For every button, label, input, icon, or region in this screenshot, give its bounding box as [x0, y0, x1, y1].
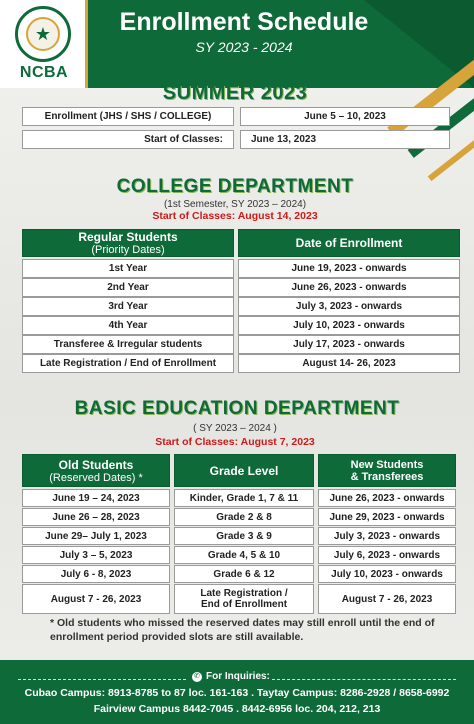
footer-contact-line-2: Fairview Campus 8442-7045 . 8442-6956 loc. 204, 212, 213	[93, 703, 381, 715]
basic-start: Start of Classes: August 7, 2023	[155, 436, 315, 448]
basic-row-grade: Grade 3 & 9	[174, 527, 314, 545]
page-subtitle: SY 2023 - 2024	[195, 39, 293, 55]
logo-text: NCBA	[19, 64, 69, 81]
basic-row-old: August 7 - 26, 2023	[22, 584, 170, 614]
basic-subtitle: ( SY 2023 – 2024 )	[193, 423, 277, 434]
footnote: * Old students who missed the reserved dates may still enroll until the end of enrollment period provided slots are still available.	[50, 617, 435, 643]
footer-contact-line-1: Cubao Campus: 8913-8785 to 87 loc. 161-163 . Taytay Campus: 8286-2928 / 8658-6992	[24, 687, 450, 699]
basic-header-grade: Grade Level	[174, 454, 314, 487]
college-row-label: 3rd Year	[22, 297, 234, 316]
summer-title: SUMMER 2023	[162, 82, 308, 104]
divider	[272, 679, 456, 680]
college-row-date: July 3, 2023 - onwards	[238, 297, 460, 316]
logo-block	[0, 0, 88, 88]
college-row-label: Transferee & Irregular students	[22, 335, 234, 354]
college-row-label: Late Registration / End of Enrollment	[22, 354, 234, 373]
basic-row-old: July 3 – 5, 2023	[22, 546, 170, 564]
page-title: Enrollment Schedule	[119, 8, 369, 36]
college-row-date: June 26, 2023 - onwards	[238, 278, 460, 297]
basic-row-new: June 29, 2023 - onwards	[318, 508, 456, 526]
summer-start-label: Start of Classes:	[22, 130, 234, 149]
college-row-date: August 14- 26, 2023	[238, 354, 460, 373]
summer-start-date: June 13, 2023	[240, 130, 450, 149]
basic-row-new: August 7 - 26, 2023	[318, 584, 456, 614]
basic-row-old: June 29– July 1, 2023	[22, 527, 170, 545]
college-row-label: 2nd Year	[22, 278, 234, 297]
basic-row-grade: Grade 2 & 8	[174, 508, 314, 526]
basic-header-old: Old Students (Reserved Dates) *	[22, 454, 170, 487]
basic-row-old: June 26 – 28, 2023	[22, 508, 170, 526]
star-icon: ★	[34, 24, 52, 44]
college-title: COLLEGE DEPARTMENT	[116, 176, 354, 197]
college-row-date: July 10, 2023 - onwards	[238, 316, 460, 335]
basic-row-new: June 26, 2023 - onwards	[318, 489, 456, 507]
basic-row-grade: Grade 4, 5 & 10	[174, 546, 314, 564]
college-row-label: 4th Year	[22, 316, 234, 335]
basic-row-grade: Kinder, Grade 1, 7 & 11	[174, 489, 314, 507]
summer-enrollment-label: Enrollment (JHS / SHS / COLLEGE)	[22, 107, 234, 126]
divider	[18, 679, 186, 680]
college-header-date: Date of Enrollment	[238, 229, 460, 257]
basic-row-grade: Grade 6 & 12	[174, 565, 314, 583]
college-row-date: June 19, 2023 - onwards	[238, 259, 460, 278]
basic-row-new: July 3, 2023 - onwards	[318, 527, 456, 545]
college-subtitle: (1st Semester, SY 2023 – 2024)	[163, 199, 307, 210]
inquiries-label: ✆ For Inquiries:	[192, 671, 270, 682]
college-header-regular: Regular Students (Priority Dates)	[22, 229, 234, 257]
basic-row-grade: Late Registration / End of Enrollment	[174, 584, 314, 614]
college-start: Start of Classes: August 14, 2023	[152, 210, 318, 222]
basic-row-old: July 6 - 8, 2023	[22, 565, 170, 583]
phone-icon: ✆	[192, 672, 202, 682]
summer-enrollment-date: June 5 – 10, 2023	[240, 107, 450, 126]
basic-row-new: July 6, 2023 - onwards	[318, 546, 456, 564]
basic-row-new: July 10, 2023 - onwards	[318, 565, 456, 583]
basic-row-old: June 19 – 24, 2023	[22, 489, 170, 507]
college-row-label: 1st Year	[22, 259, 234, 278]
basic-title: BASIC EDUCATION DEPARTMENT	[74, 398, 400, 419]
school-seal-icon	[15, 6, 71, 62]
basic-header-new: New Students & Transferees	[318, 454, 456, 487]
college-row-date: July 17, 2023 - onwards	[238, 335, 460, 354]
